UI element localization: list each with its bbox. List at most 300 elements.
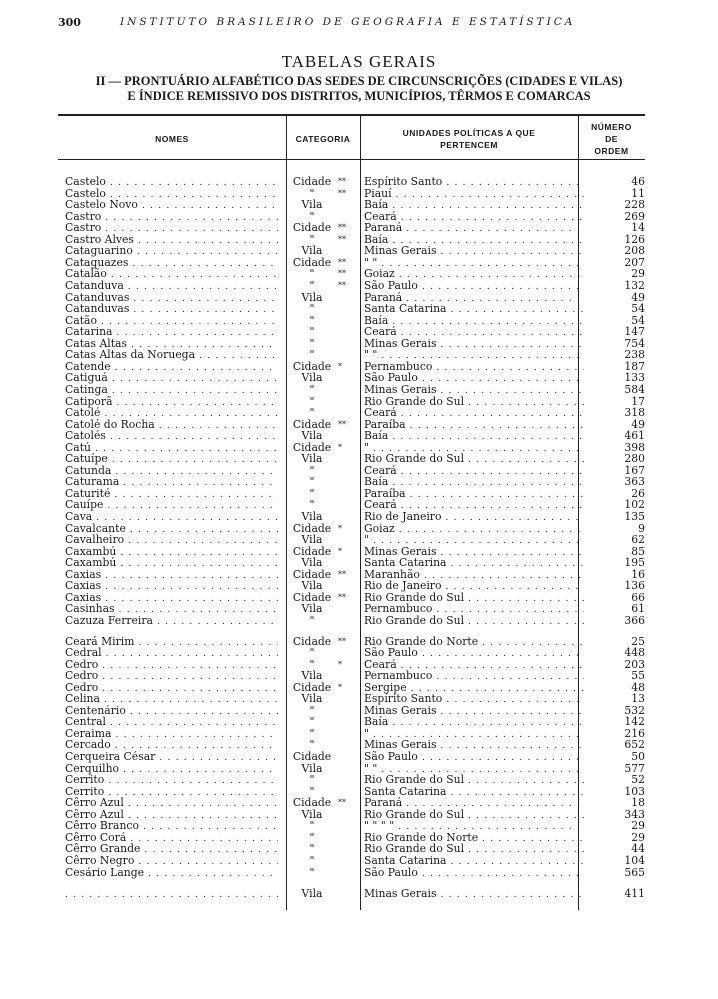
category: Cidade <box>292 796 332 810</box>
category: Vila <box>301 198 323 212</box>
category: " <box>309 726 315 740</box>
place-name: Catas Altas da Noruega . . . <box>65 349 278 363</box>
order-number: 46 <box>631 175 645 188</box>
table-row <box>58 636 645 648</box>
table-row <box>58 603 645 615</box>
category-mark: ** <box>338 234 346 244</box>
category: Vila <box>301 692 323 706</box>
order-number: 50 <box>631 750 645 763</box>
place-name: Catú . . . <box>65 442 278 456</box>
table-row <box>58 176 645 188</box>
order-number: 203 <box>624 657 645 671</box>
place-name: Cedral . . . <box>65 647 278 661</box>
order-number: 238 <box>624 348 645 362</box>
category: " <box>309 325 315 339</box>
table-row <box>58 659 645 671</box>
place-name: Caxambú . . . <box>65 546 278 560</box>
category: Cidade <box>292 567 332 581</box>
table-row <box>58 592 645 604</box>
table-row <box>58 888 645 900</box>
table-row <box>58 407 645 419</box>
category-mark: ** <box>338 188 346 198</box>
order-number: 280 <box>624 452 645 466</box>
place-name: Catanduvas . . . <box>65 292 278 306</box>
category-mark: ** <box>338 223 346 233</box>
table-row <box>58 682 645 694</box>
order-number: 195 <box>624 556 645 570</box>
political-unit: " . . . <box>364 442 584 456</box>
place-name: Castelo . . . <box>65 188 278 202</box>
political-unit: Piauí . . . <box>364 188 584 202</box>
political-unit: Minas Gerais . . . <box>364 546 584 560</box>
table-row <box>58 442 645 454</box>
political-unit: Goiaz . . . <box>364 523 584 537</box>
category-mark: ** <box>338 636 346 646</box>
political-unit: São Paulo . . . <box>364 372 584 386</box>
place-name: Cavalheiro . . . <box>65 534 278 548</box>
order-number: 343 <box>624 807 645 821</box>
political-unit: Santa Catarina . . . <box>364 855 584 869</box>
category: " <box>309 657 315 671</box>
table-row <box>58 361 645 373</box>
category: Cidade <box>292 255 332 269</box>
category: " <box>309 486 315 500</box>
category-mark: ** <box>338 280 346 290</box>
category: Vila <box>301 556 323 570</box>
place-name: Catuípe . . . <box>65 453 278 467</box>
political-unit: São Paulo . . . <box>364 751 584 765</box>
political-unit: Rio Grande do Sul . . . <box>364 809 584 823</box>
political-unit: Baía . . . <box>364 430 584 444</box>
political-unit: Espírito Santo . . . <box>364 176 584 190</box>
table-row <box>58 430 645 442</box>
table-row <box>58 199 645 211</box>
table-row <box>58 546 645 558</box>
order-number: 318 <box>624 406 645 419</box>
category-mark: ** <box>338 798 346 808</box>
table-row <box>58 234 645 246</box>
table-top-rule <box>58 114 645 116</box>
political-unit: " . . . <box>364 534 584 548</box>
table-row <box>58 763 645 775</box>
category: " <box>309 463 315 477</box>
place-name: Cauípe . . . <box>65 499 278 513</box>
category: " <box>309 267 315 281</box>
political-unit: " " . . . <box>364 763 584 777</box>
place-name: Cavalcante . . . <box>65 523 278 537</box>
category-mark: * <box>338 361 342 371</box>
order-number: 52 <box>631 773 645 787</box>
category-mark: ** <box>338 177 346 186</box>
table-row <box>58 728 645 740</box>
category: " <box>309 313 315 327</box>
place-name: Caxias . . . <box>65 569 278 583</box>
political-unit: " " . . . <box>364 349 584 363</box>
category: " <box>309 738 315 752</box>
order-number: 132 <box>624 278 645 292</box>
category: Vila <box>301 602 323 616</box>
order-number: 29 <box>631 819 645 833</box>
place-name: Caxambú . . . <box>65 557 278 571</box>
place-name: Catolés . . . <box>65 430 278 444</box>
order-number: 54 <box>631 313 645 327</box>
order-number: 48 <box>631 680 645 694</box>
table-row <box>58 557 645 569</box>
table-row <box>58 705 645 717</box>
table-row <box>58 855 645 867</box>
table-row <box>58 384 645 396</box>
political-unit: Rio Grande do Norte . . . <box>364 832 584 846</box>
political-unit: Ceará . . . <box>364 211 584 225</box>
order-number: 29 <box>631 830 645 844</box>
category: " <box>309 715 315 729</box>
category: Vila <box>301 244 323 258</box>
category-mark: * <box>338 523 342 533</box>
category: Vila <box>301 429 323 443</box>
column-header-unidades-line2: PERTENCEM <box>440 140 498 150</box>
table-row <box>58 303 645 315</box>
table-row <box>58 488 645 500</box>
order-number: 142 <box>624 715 645 729</box>
order-number: 29 <box>631 267 645 281</box>
place-name: Cataguarino . . . <box>65 245 278 259</box>
place-name: Caxias . . . <box>65 592 278 606</box>
place-name: Catende . . . <box>65 361 278 375</box>
place-name: Cazuza Ferreira . . . <box>65 615 278 629</box>
political-unit: Rio Grande do Sul . . . <box>364 396 584 410</box>
category: Cidade <box>292 590 332 604</box>
category: " <box>309 394 315 408</box>
table-row <box>58 245 645 257</box>
order-number: 17 <box>631 394 645 408</box>
table-row <box>58 211 645 223</box>
table-heading-line-1: II — PRONTUÁRIO ALFABÉTICO DAS SEDES DE CIRCUNSCRIÇÕES (CIDADES E VILAS) <box>95 74 623 88</box>
category: Vila <box>301 533 323 546</box>
table-row <box>58 188 645 200</box>
place-name: Catiporã . . . <box>65 396 278 410</box>
place-name: Cesário Lange . . . <box>65 867 278 881</box>
place-name: Castelo . . . <box>65 176 278 190</box>
category-mark: ** <box>338 269 346 279</box>
place-name: Cerrito . . . <box>65 786 278 800</box>
table-row <box>58 820 645 832</box>
order-number: 216 <box>624 726 645 740</box>
category: " <box>309 853 315 867</box>
political-unit: Rio de Janeiro . . . <box>364 511 584 525</box>
place-name: Catanduvas . . . <box>65 303 278 317</box>
category: " <box>309 498 315 512</box>
column-header-numero-line3: ORDEM <box>594 146 629 156</box>
order-number: 16 <box>631 567 645 581</box>
political-unit: Minas Gerais . . . <box>364 705 584 719</box>
category-mark: * <box>338 682 342 692</box>
section-title: TABELAS GERAIS <box>281 52 437 71</box>
table-row <box>58 419 645 431</box>
place-name: Catanduva . . . <box>65 280 278 294</box>
place-name: Cerquilho . . . <box>65 763 278 777</box>
table-row <box>58 338 645 350</box>
order-number: 104 <box>624 853 645 867</box>
table-row <box>58 751 645 763</box>
category-mark: ** <box>338 419 346 429</box>
table-row <box>58 569 645 581</box>
category: " <box>309 865 315 879</box>
political-unit: Sergipe . . . <box>364 682 584 696</box>
order-number: 208 <box>624 244 645 258</box>
table-row <box>58 774 645 786</box>
column-header-categoria: CATEGORIA <box>295 134 351 144</box>
column-header-unidades-line1: UNIDADES POLÍTICAS A QUE <box>402 128 536 138</box>
page-number: 300 <box>58 16 81 29</box>
political-unit: Pernambuco . . . <box>364 603 584 617</box>
table-row <box>58 222 645 234</box>
political-unit: " " " " . . . <box>364 820 584 834</box>
table-row <box>58 292 645 304</box>
category: " <box>309 784 315 798</box>
category: " <box>309 613 315 627</box>
category: Cidade <box>292 521 332 535</box>
political-unit: São Paulo . . . <box>364 867 584 881</box>
political-unit: Baía . . . <box>364 476 584 490</box>
place-name: Cataguazes . . . <box>65 257 278 271</box>
order-number: 448 <box>624 646 645 659</box>
table-row <box>58 867 645 879</box>
table-row <box>58 315 645 327</box>
political-unit: Rio Grande do Sul . . . <box>364 592 584 606</box>
order-number: 366 <box>624 613 645 627</box>
order-number: 26 <box>631 486 645 500</box>
table-row <box>58 670 645 682</box>
table-heading-line-2: E ÍNDICE REMISSIVO DOS DISTRITOS, MUNICÍPIOS, TÊRMOS E COMARCAS <box>127 89 591 103</box>
order-number: 62 <box>631 533 645 546</box>
place-name: Cêrro Grande . . . <box>65 843 278 857</box>
category: Vila <box>301 452 323 466</box>
table-row <box>58 280 645 292</box>
category: Cidade <box>292 680 332 694</box>
order-number: 14 <box>631 221 645 235</box>
category: Vila <box>301 371 323 385</box>
category: Vila <box>301 510 323 523</box>
political-unit: Rio de Janeiro . . . <box>364 580 584 594</box>
place-name: Catas Altas . . . <box>65 338 278 352</box>
category: " <box>309 336 315 350</box>
political-unit: Ceará . . . <box>364 407 584 421</box>
place-name: Catiguá . . . <box>65 372 278 386</box>
place-name: Caxias . . . <box>65 580 278 594</box>
table-row <box>58 326 645 338</box>
place-name: Cêrro Azul . . . <box>65 809 278 823</box>
column-header-unidades <box>360 127 578 151</box>
table-row <box>58 615 645 627</box>
category: Cidade <box>292 221 332 235</box>
table-row <box>58 523 645 535</box>
table-row <box>58 809 645 821</box>
political-unit: Minas Gerais . . . <box>364 739 584 753</box>
table-row <box>58 257 645 269</box>
political-unit: Minas Gerais . . . <box>364 384 584 398</box>
category: " <box>309 842 315 856</box>
table-row <box>58 453 645 465</box>
table-row <box>58 268 645 280</box>
table-row <box>58 843 645 855</box>
political-unit: Minas Gerais . . . <box>364 888 584 902</box>
order-number: 461 <box>624 429 645 443</box>
table-row <box>58 465 645 477</box>
table-row <box>58 499 645 511</box>
category: Vila <box>301 669 323 683</box>
category: " <box>309 475 315 489</box>
place-name: Castro Alves . . . <box>65 234 278 248</box>
column-header-nomes: NOMES <box>155 134 189 144</box>
category: " <box>309 186 315 200</box>
column-header-numero <box>578 121 645 157</box>
order-number: 102 <box>624 498 645 512</box>
table-row <box>58 396 645 408</box>
table-row <box>58 739 645 751</box>
political-unit: Santa Catarina . . . <box>364 303 584 317</box>
category: " <box>309 302 315 316</box>
political-unit: Rio Grande do Sul . . . <box>364 843 584 857</box>
place-name: Cedro . . . <box>65 659 278 673</box>
table-row <box>58 786 645 798</box>
order-number: 54 <box>631 302 645 316</box>
order-number: 11 <box>631 186 645 200</box>
category-mark: * <box>338 546 342 556</box>
political-unit: Paraná . . . <box>364 292 584 306</box>
order-number: 136 <box>624 579 645 593</box>
header-bottom-rule <box>58 159 645 160</box>
place-name: Caturité . . . <box>65 488 278 502</box>
political-unit: Rio Grande do Sul . . . <box>364 615 584 629</box>
order-number: 9 <box>638 521 645 535</box>
order-number: 126 <box>624 232 645 246</box>
place-name: Cercado . . . <box>65 739 278 753</box>
order-number: 228 <box>624 198 645 212</box>
order-number: 532 <box>624 703 645 717</box>
category: Cidade <box>292 440 332 454</box>
order-number: 66 <box>631 590 645 604</box>
place-name: Cerqueira César . . . <box>65 751 278 765</box>
place-name: Cêrro Negro . . . <box>65 855 278 869</box>
place-name: Central . . . <box>65 716 278 730</box>
place-name: Catolé do Rocha . . . <box>65 419 278 433</box>
category: " <box>309 646 315 659</box>
political-unit: Espírito Santo . . . <box>364 693 584 707</box>
political-unit: Ceará . . . <box>364 326 584 340</box>
order-number: 754 <box>624 336 645 350</box>
category-mark: ** <box>338 257 346 267</box>
place-name: Cava . . . <box>65 511 278 525</box>
category: Cidade <box>292 417 332 431</box>
category: Cidade <box>292 634 332 648</box>
order-number: 55 <box>631 669 645 683</box>
political-unit: Maranhão . . . <box>364 569 584 583</box>
political-unit: Ceará . . . <box>364 499 584 513</box>
place-name: Cêrro Azul . . . <box>65 797 278 811</box>
order-number: 85 <box>631 544 645 558</box>
order-number: 44 <box>631 842 645 856</box>
place-name: Cerrito . . . <box>65 774 278 788</box>
category: " <box>309 819 315 833</box>
category: Vila <box>301 761 323 775</box>
place-name: Cedro . . . <box>65 670 278 684</box>
table-row <box>58 647 645 659</box>
order-number: 49 <box>631 290 645 304</box>
table-row <box>58 534 645 546</box>
political-unit: Paraíba . . . <box>364 488 584 502</box>
column-header-numero-line2: DE <box>605 134 618 144</box>
political-unit: Baía . . . <box>364 716 584 730</box>
place-name: Cedro . . . <box>65 682 278 696</box>
place-name: Catalão . . . <box>65 268 278 282</box>
political-unit: Ceará . . . <box>364 465 584 479</box>
category: " <box>309 382 315 396</box>
order-number: 584 <box>624 382 645 396</box>
order-number: 18 <box>631 796 645 810</box>
order-number: 61 <box>631 602 645 616</box>
political-unit: Goiaz . . . <box>364 268 584 282</box>
order-number: 652 <box>624 738 645 752</box>
category: Vila <box>301 290 323 304</box>
order-number: 167 <box>624 463 645 477</box>
page-header <box>58 16 658 30</box>
order-number: 49 <box>631 417 645 431</box>
order-number: 133 <box>624 371 645 385</box>
table-row <box>58 716 645 728</box>
order-number: 363 <box>624 475 645 489</box>
order-number: 25 <box>631 634 645 648</box>
political-unit: Paraná . . . <box>364 222 584 236</box>
place-name: Casinhas . . . <box>65 603 278 617</box>
category: Vila <box>301 579 323 593</box>
place-name: Catarina . . . <box>65 326 278 340</box>
political-unit: Rio Grande do Sul . . . <box>364 774 584 788</box>
place-name: Catinga . . . <box>65 384 278 398</box>
political-unit: Baía . . . <box>364 315 584 329</box>
order-number: 207 <box>624 255 645 269</box>
category: " <box>309 406 315 419</box>
order-number: 565 <box>624 865 645 879</box>
political-unit: São Paulo . . . <box>364 280 584 294</box>
order-number: 187 <box>624 359 645 373</box>
category: Vila <box>301 807 323 821</box>
category: Cidade <box>292 750 332 763</box>
order-number: 103 <box>624 784 645 798</box>
political-unit: Santa Catarina . . . <box>364 786 584 800</box>
political-unit: Pernambuco . . . <box>364 670 584 684</box>
category-mark: ** <box>338 592 346 602</box>
political-unit: Rio Grande do Sul . . . <box>364 453 584 467</box>
table-row <box>58 797 645 809</box>
place-name: Castelo Novo . . . <box>65 199 278 213</box>
place-name: Cêrro Branco . . . <box>65 820 278 834</box>
category: Vila <box>301 887 323 900</box>
place-name: Catolé . . . <box>65 407 278 421</box>
political-unit: Minas Gerais . . . <box>364 338 584 352</box>
political-unit: Baía . . . <box>364 199 584 213</box>
order-number: 13 <box>631 692 645 706</box>
place-name: Catão . . . <box>65 315 278 329</box>
place-name: Catunda . . . <box>65 465 278 479</box>
table-row <box>58 349 645 361</box>
running-title: INSTITUTO BRASILEIRO DE GEOGRAFIA E ESTATÍSTICA <box>120 16 576 28</box>
place-name: Cêrro Corá . . . <box>65 832 278 846</box>
political-unit: Baía . . . <box>364 234 584 248</box>
order-number: 411 <box>624 887 645 900</box>
category: " <box>309 773 315 787</box>
table-row <box>58 372 645 384</box>
table-row <box>58 693 645 705</box>
